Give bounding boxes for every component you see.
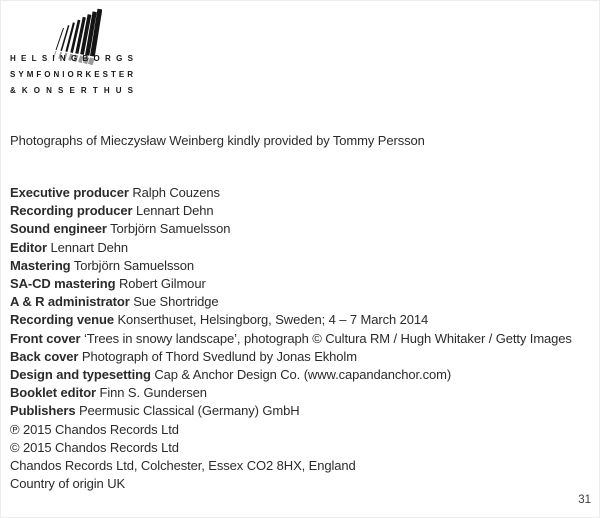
credit-value: Ralph Couzens [132, 185, 220, 200]
credit-label: A & R administrator [10, 294, 130, 310]
credit-label: Editor [10, 239, 47, 255]
credit-row [10, 239, 572, 257]
credit-value: Robert Gilmour [118, 276, 206, 292]
credit-value: Torbjörn Samuelsson [73, 257, 195, 273]
credit-label: Executive producer [10, 185, 129, 200]
credit-value: © 2015 Chandos Records Ltd [10, 439, 179, 455]
credit-label: Booklet editor [10, 385, 96, 401]
credit-label: Recording venue [10, 312, 114, 328]
credit-value: Finn S. Gundersen [99, 385, 207, 401]
credit-row [10, 421, 572, 439]
credit-value: Torbjörn Samuelsson [110, 221, 231, 237]
credit-row [10, 439, 572, 457]
logo-line-3: & K O N S E R T H U S [10, 85, 133, 95]
page-number: 31 [578, 494, 591, 506]
credit-label: Mastering [10, 257, 71, 273]
credit-row [10, 330, 572, 348]
credit-label: Back cover [10, 348, 79, 364]
credit-row [10, 348, 572, 366]
credit-label: Front cover [10, 330, 81, 346]
credit-value: Peermusic Classical (Germany) GmbH [78, 403, 300, 419]
credit-row [10, 275, 572, 293]
credits-list [10, 184, 572, 493]
credit-row [10, 220, 572, 238]
credit-label: Recording producer [10, 203, 133, 219]
logo-line-1: H E L S I N G B O R G S [10, 53, 133, 63]
credit-row [10, 311, 572, 329]
photo-credit-line: Photographs of Mieczysław Weinberg kindly provided by Tommy Persson [10, 133, 425, 148]
logo-line-2: S Y M F O N I O R K E S T E R [10, 69, 133, 79]
credit-label: Sound engineer [10, 221, 107, 237]
credit-value: Konserthuset, Helsingborg, Sweden; 4 – 7 March 2014 [117, 312, 429, 328]
credit-row [10, 475, 572, 493]
credit-value: Lennart Dehn [135, 203, 214, 219]
credit-label: SA-CD mastering [10, 276, 116, 292]
credit-row [10, 366, 572, 384]
orchestra-logo-text [10, 50, 133, 98]
credit-row [10, 402, 572, 420]
credit-value: Country of origin UK [10, 476, 126, 492]
credit-label: Publishers [10, 403, 76, 419]
credit-row [10, 202, 572, 220]
credit-label: Design and typesetting [10, 367, 151, 383]
credit-row [10, 384, 572, 402]
credit-value: Sue Shortridge [133, 294, 219, 310]
credit-value: ‘Trees in snowy landscape’, photograph © Cultura RM / Hugh Whitaker / Getty Images [83, 330, 572, 346]
credit-value: Photograph of Thord Svedlund by Jonas Ekholm [81, 348, 357, 364]
credit-value: Cap & Anchor Design Co. (www.capandanchor.com) [154, 367, 452, 383]
credit-row [10, 257, 572, 275]
credit-value: Chandos Records Ltd, Colchester, Essex CO2 8HX, England [10, 458, 356, 474]
credit-row [10, 457, 572, 475]
credit-value: Lennart Dehn [50, 239, 129, 255]
credit-value: ℗ 2015 Chandos Records Ltd [10, 421, 179, 437]
credit-row [10, 293, 572, 311]
credit-row [10, 184, 572, 202]
